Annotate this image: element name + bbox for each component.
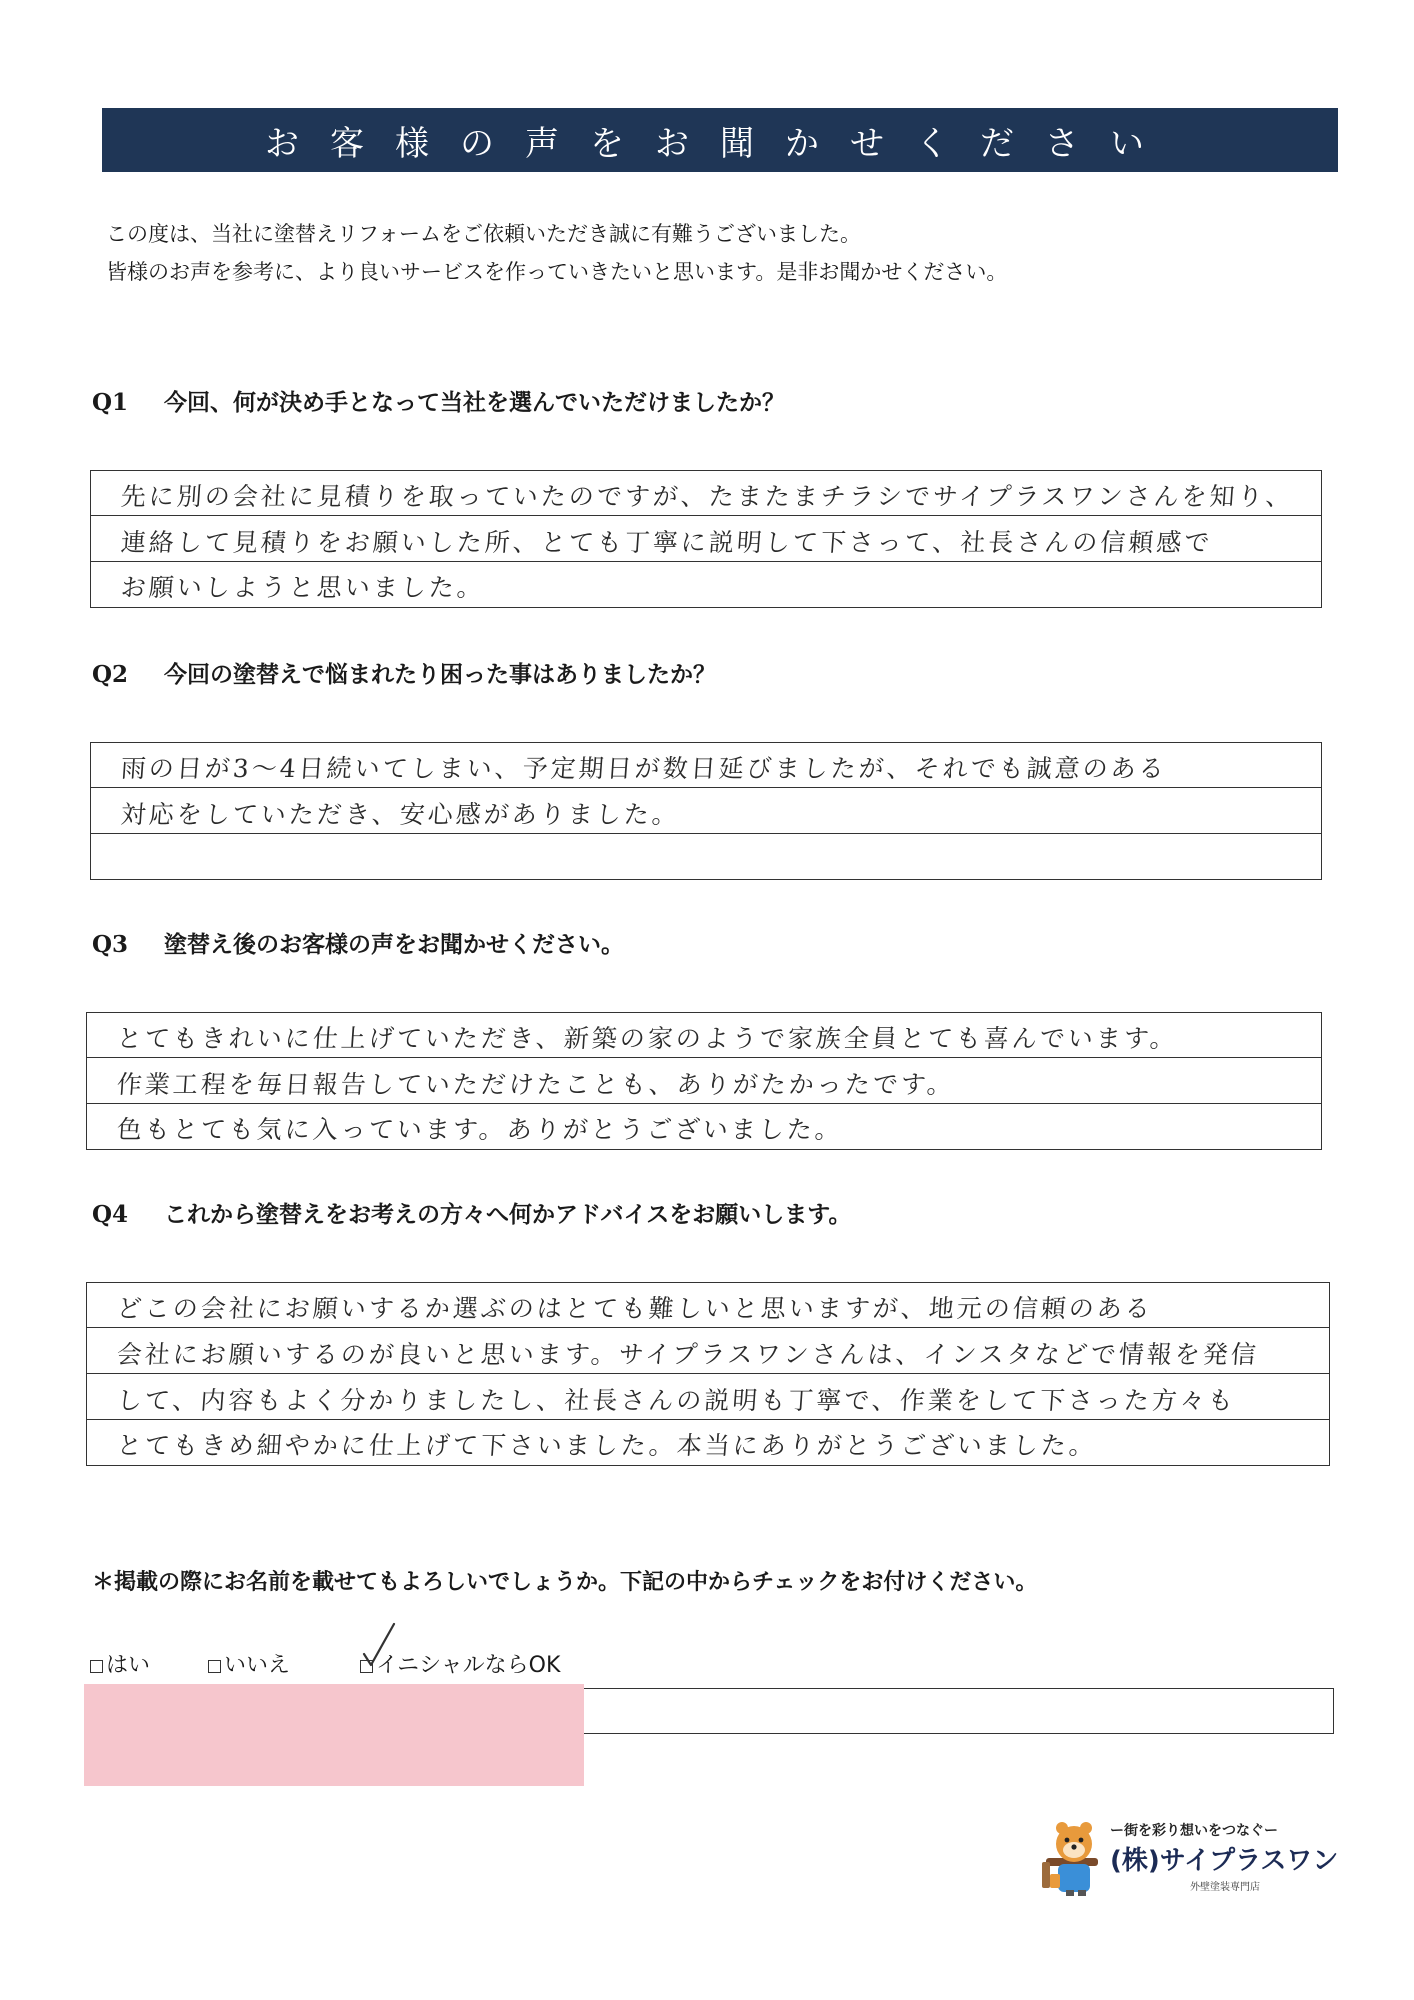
answer-rule <box>87 1103 1321 1104</box>
answer-rule <box>87 1373 1329 1374</box>
answer-3-line-3: 色もとても気に入っています。ありがとうございました。 <box>115 1115 844 1144</box>
question-4 <box>92 1196 851 1229</box>
answer-rule <box>91 515 1321 516</box>
answer-1-box[interactable] <box>90 470 1322 608</box>
question-2-number: Q2 <box>92 661 129 688</box>
answer-3-box[interactable] <box>86 1012 1322 1150</box>
answer-3-line-2: 作業工程を毎日報告していただけたことも、ありがたかったです。 <box>115 1070 956 1099</box>
question-4-text: これから塗替えをお考えの方々へ何かアドバイスをお願いします。 <box>164 1202 852 1228</box>
option-no[interactable] <box>208 1648 290 1679</box>
question-1-text: 今回、何が決め手となって当社を選んでいただけましたか？ <box>164 390 785 416</box>
option-yes[interactable] <box>90 1648 150 1679</box>
check-mark-icon <box>360 1620 400 1670</box>
answer-rule <box>91 833 1321 834</box>
answer-1-line-3: お願いしようと思いました。 <box>119 573 486 602</box>
question-3 <box>92 926 624 959</box>
question-1-number: Q1 <box>92 389 129 416</box>
option-yes-label: はい <box>106 1653 151 1678</box>
answer-3-line-1: とてもきれいに仕上げていただき、新築の家のようで家族全員とても喜んでいます。 <box>115 1024 1179 1053</box>
answer-rule <box>87 1419 1329 1420</box>
answer-2-line-2: 対応をしていただき、安心感がありました。 <box>119 800 681 829</box>
answer-rule <box>91 787 1321 788</box>
checkbox[interactable] <box>208 1660 221 1673</box>
answer-rule <box>87 1327 1329 1328</box>
question-1 <box>92 384 785 417</box>
answer-1-line-2: 連絡して見積りをお願いした所、とても丁寧に説明して下さって、社長さんの信頼感で <box>119 528 1214 557</box>
answer-4-line-4: とてもきめ細やかに仕上げて下さいました。本当にありがとうございました。 <box>115 1431 1098 1460</box>
answer-rule <box>91 561 1321 562</box>
question-4-number: Q4 <box>92 1201 129 1228</box>
intro-line-2: 皆様のお声を参考に、より良いサービスを作っていきたいと思います。是非お聞かせください。 <box>106 260 1008 284</box>
answer-4-line-3: して、内容もよく分かりましたし、社長さんの説明も丁寧で、作業をして下さった方々も <box>115 1386 1237 1415</box>
answer-4-line-1: どこの会社にお願いするか選ぶのはとても難しいと思いますが、地元の信頼のある <box>115 1294 1154 1323</box>
page-title: お客様の声をお聞かせください <box>102 108 1338 172</box>
option-no-label: いいえ <box>224 1653 291 1678</box>
checkbox[interactable] <box>90 1660 103 1673</box>
logo-subtitle: 外壁塗装専門店 <box>1190 1882 1260 1893</box>
company-logo <box>1040 1818 1339 1902</box>
question-3-number: Q3 <box>92 931 129 958</box>
redacted-name <box>84 1684 584 1786</box>
answer-4-line-2: 会社にお願いするのが良いと思います。サイプラスワンさんは、インスタなどで情報を発信 <box>115 1340 1260 1369</box>
mascot-icon <box>1040 1818 1106 1898</box>
answer-4-box[interactable] <box>86 1282 1330 1466</box>
option-initials-label: イニシャルならOK <box>376 1653 561 1678</box>
intro-line-1: この度は、当社に塗替えリフォームをご依頼いただき誠に有難うございました。 <box>106 222 861 246</box>
answer-1-line-1: 先に別の会社に見積りを取っていたのですが、たまたまチラシでサイプラスワンさんを知り、 <box>119 482 1295 511</box>
logo-brand: (株)サイプラスワン <box>1110 1846 1339 1876</box>
logo-slogan: ー街を彩り想いをつなぐー <box>1110 1823 1278 1839</box>
question-3-text: 塗替え後のお客様の声をお聞かせください。 <box>164 932 624 958</box>
answer-rule <box>87 1057 1321 1058</box>
consent-question: ＊掲載の際にお名前を載せてもよろしいでしょうか。下記の中からチェックをお付けください。 <box>92 1570 1038 1595</box>
answer-2-line-1: 雨の日が3〜4日続いてしまい、予定期日が数日延びましたが、それでも誠意のある <box>119 754 1168 783</box>
question-2 <box>92 656 716 689</box>
question-2-text: 今回の塗替えで悩まれたり困った事はありましたか？ <box>164 662 716 688</box>
answer-2-box[interactable] <box>90 742 1322 880</box>
